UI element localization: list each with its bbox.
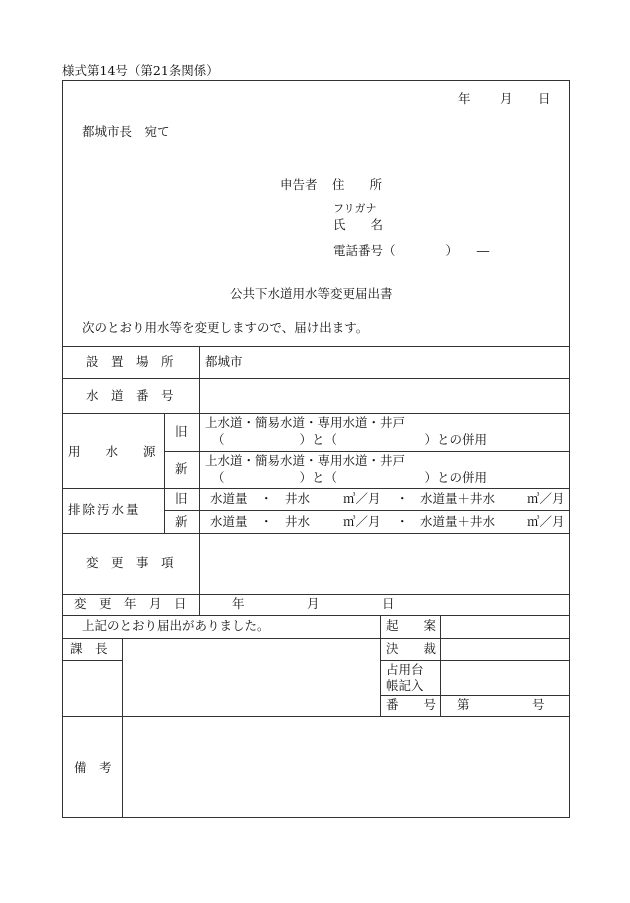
discharge-old-unit-b: ㎥／月	[527, 491, 565, 506]
location-label: 設 置 場 所	[86, 354, 174, 369]
discharge-old-b: 水道量＋井水	[420, 491, 496, 506]
intro-text: 次のとおり用水等を変更しますので、届け出ます。	[82, 320, 369, 335]
chief-label: 課 長	[70, 641, 108, 656]
form-title: 公共下水道用水等変更届出書	[230, 286, 393, 301]
ledger-label-1: 占用台	[386, 662, 424, 677]
draft-label: 起 案	[386, 618, 437, 633]
name-label: 氏 名	[333, 217, 384, 232]
discharge-new-marker: 新	[175, 514, 188, 529]
discharge-old-unit-a: ㎥／月	[343, 491, 381, 506]
water-number-label: 水 道 番 号	[86, 388, 174, 403]
water-source-new-options: 上水道・簡易水道・専用水道・井戸	[205, 453, 406, 468]
discharge-new-unit-b: ㎥／月	[527, 514, 565, 529]
change-items-label: 変 更 事 項	[86, 555, 174, 570]
water-source-new-combo: （ ）と（ ）との併用	[212, 470, 488, 485]
form-number: 様式第14号（第21条関係）	[62, 63, 219, 78]
discharge-old-a: 水道量 ・ 井水	[210, 491, 311, 506]
change-date-label: 変 更 年 月 日	[74, 596, 187, 611]
date-month: 月	[500, 91, 513, 106]
ledger-label-2: 帳記入	[386, 678, 424, 693]
change-date-value: 年 月 日	[232, 596, 395, 611]
water-source-new-marker: 新	[175, 461, 188, 476]
number-label: 番 号	[386, 697, 437, 712]
declarant-label: 申告者	[280, 177, 318, 192]
date-day: 日	[538, 91, 551, 106]
number-value: 第 号	[457, 697, 545, 712]
discharge-old-marker: 旧	[175, 491, 188, 506]
date-year: 年	[458, 91, 471, 106]
furigana-label: フリガナ	[333, 202, 377, 215]
discharge-new-unit-a: ㎥／月	[343, 514, 381, 529]
discharge-new-b: 水道量＋井水	[420, 514, 496, 529]
discharge-new-a: 水道量 ・ 井水	[210, 514, 311, 529]
approval-label: 決 裁	[386, 641, 437, 656]
discharge-old-sep: ・	[396, 491, 409, 506]
water-source-old-options: 上水道・簡易水道・専用水道・井戸	[205, 415, 406, 430]
remarks-label: 備 考	[74, 760, 112, 775]
water-source-label: 用 水 源	[68, 444, 156, 459]
addressee: 都城市長 宛て	[82, 124, 170, 139]
water-source-old-combo: （ ）と（ ）との併用	[212, 432, 488, 447]
phone-label: 電話番号（ ） ―	[333, 243, 490, 258]
discharge-new-sep: ・	[396, 514, 409, 529]
received-note: 上記のとおり届出がありました。	[82, 618, 270, 633]
water-source-old-marker: 旧	[175, 424, 188, 439]
discharge-label: 排除汚水量	[68, 502, 141, 517]
address-label: 住 所	[332, 177, 383, 192]
location-value: 都城市	[205, 354, 243, 369]
